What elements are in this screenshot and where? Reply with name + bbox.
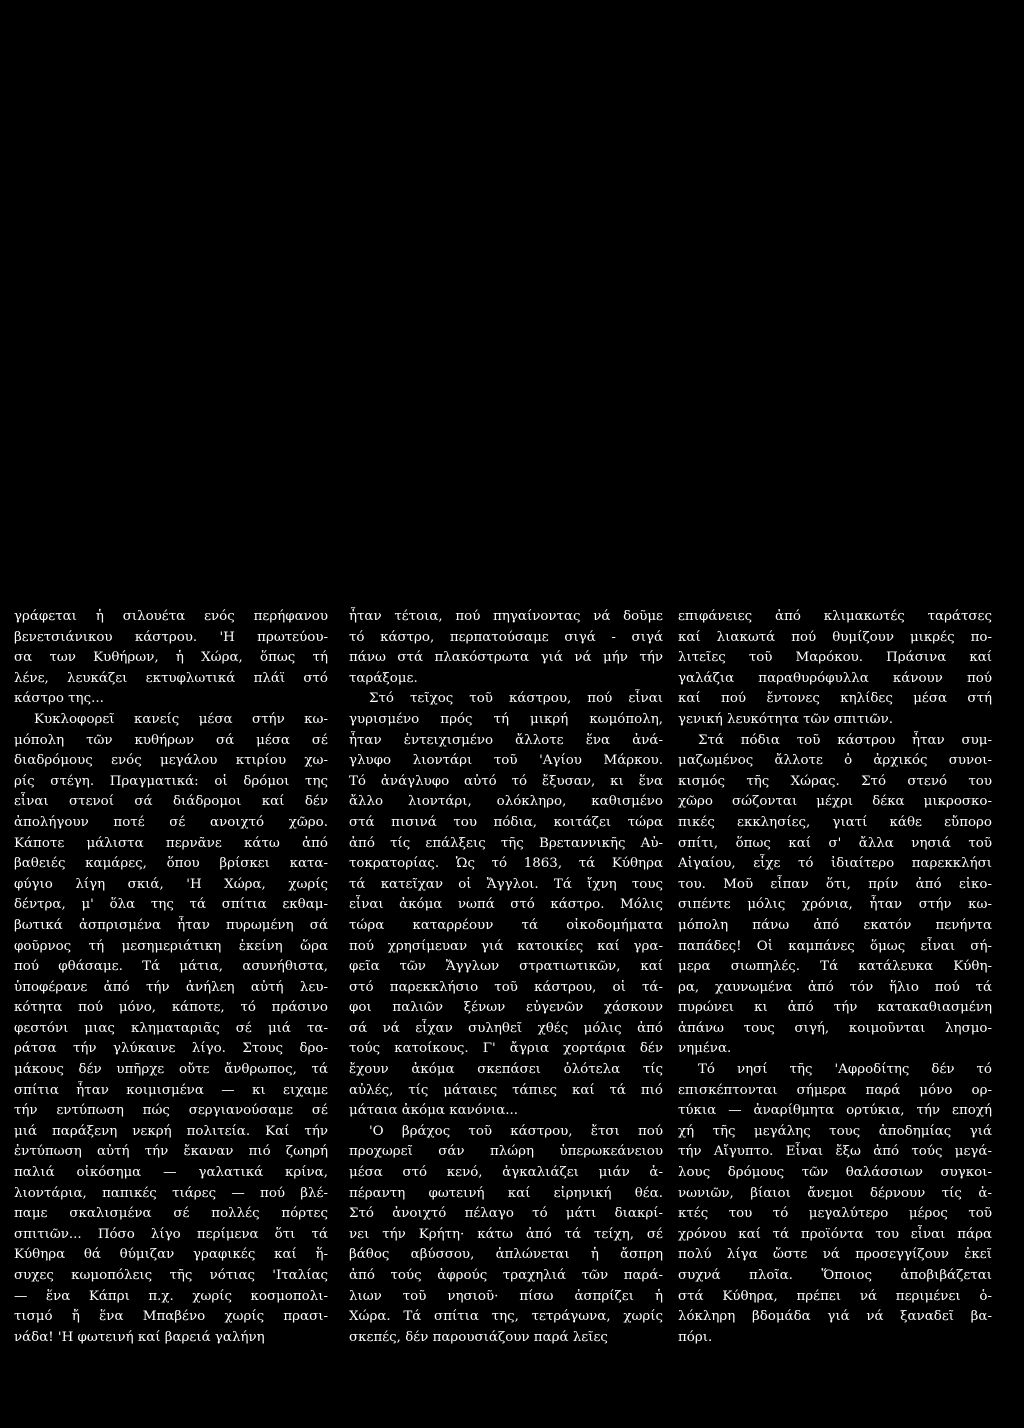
text-line: Τό νησί τῆς 'Αφροδίτης δέν τό	[698, 1062, 992, 1078]
text-line: Αἰγαίου, εἶχε τό ἰδιαίτερο παρεκκλήσι	[678, 856, 992, 872]
text-line: σπίτι, ὅπως καί σ' ἄλλα νησιά τοῦ	[678, 835, 992, 851]
text-line: ἀπολήγουν ποτέ σέ ανοιχτό χῶρο.	[14, 814, 328, 830]
text-line: πού φθάσαμε. Τά μάτια, ασυνήθιστα,	[14, 959, 328, 975]
text-line: κάστρο της...	[14, 691, 104, 707]
text-line: μόπολη πάνω ἀπό εκατόν πενήντα	[678, 917, 992, 933]
text-line: μέσα στό κενό, ἀγκαλιάζει μιάν ἀ-	[349, 1165, 663, 1181]
text-line: δέντρα, μ' ὅλα της τά σπίτια εκθαμ-	[14, 897, 328, 913]
text-line: Κυκλοφορεῖ κανείς μέσα στήν κω-	[34, 711, 328, 727]
text-line: Στό ἀνοιχτό πέλαγο τό μάτι διακρί-	[349, 1206, 663, 1222]
text-line: μερα σιωπηλές. Τά κατάλευκα Κύθη-	[678, 959, 992, 975]
text-line: παμε σκαλισμένα σέ πολλές πόρτες	[14, 1206, 328, 1222]
text-line: Χώρα. Τά σπίτια της, τετράγωνα, χωρίς	[349, 1309, 663, 1325]
text-line: ἦταν τέτοια, πού πηγαίνοντας νά δοῦμε	[349, 609, 663, 624]
text-line: νωνιῶν, βίαιοι ἄνεμοι δέρνουν τίς ἀ-	[678, 1185, 992, 1201]
text-line: Κύθηρα θά θύμιζαν γραφικές καί ἥ-	[14, 1247, 328, 1263]
text-line: ταράξομε.	[349, 670, 418, 686]
text-line: πικές εκκλησίες, γιατί κάθε εὔπορο	[678, 814, 992, 830]
text-line: Στά πόδια τοῦ κάστρου ἦταν συμ-	[698, 732, 992, 748]
text-line: Στό τεῖχος τοῦ κάστρου, πού εἶναι	[369, 691, 663, 707]
text-line: γράφεται ἡ σιλουέτα ενός περήφανου	[14, 609, 328, 624]
text-line: — ἕνα Κάπρι π.χ. χωρίς κοσμοπολι-	[14, 1288, 328, 1304]
text-line: τήν Αἴγυπτο. Εἶναι ἔξω ἀπό τούς μεγά-	[678, 1144, 992, 1160]
text-line: πάνω στά πλακόστρωτα γιά νά μήν τήν	[349, 650, 663, 666]
text-line: γενική λευκότητα τῶν σπιτιῶν.	[678, 711, 894, 727]
text-line: τήν εντύπωση πώς σεργιανούσαμε σέ	[14, 1103, 328, 1119]
text-line: συχνά πλοῖα. Ὅποιος ἀποβιβάζεται	[678, 1268, 992, 1283]
text-line: πολύ λίγα ὥστε νά προσεγγίζουν ἐκεῖ	[678, 1247, 992, 1263]
text-line: μόπολη τῶν κυθήρων σά μέσα σέ	[14, 732, 328, 748]
text-line: λιων τοῦ νησιοῦ· πίσω ἀσπρίζει ἡ	[349, 1288, 663, 1304]
text-line: βωτικά ἀσπρισμένα ἦταν πυρωμένη σά	[14, 917, 328, 933]
text-line: σα των Κυθήρων, ἡ Χώρα, ὅπως τή	[14, 650, 328, 666]
text-line: ἦταν ἐντειχισμένο ἄλλοτε ἕνα ἀνά-	[349, 732, 663, 748]
text-line: επισκέπτονται σήμερα παρά μόνο ορ-	[678, 1082, 992, 1098]
text-line: λιτεῖες τοῦ Μαρόκου. Πράσινα καί	[678, 650, 992, 666]
text-line: Κάποτε μάλιστα περνᾶνε κάτω ἀπό	[14, 835, 328, 851]
text-line: σπιτιῶν... Πόσο λίγο περίμενα ὅτι τά	[14, 1226, 328, 1242]
text-line: τώρα καταρρέουν τά οἰκοδομήματα	[349, 917, 663, 933]
text-line: καί λιακωτά πού θυμίζουν μικρές πο-	[678, 629, 992, 645]
text-line: νάδα! 'Η φωτεινή καί βαρειά γαλήνη	[14, 1329, 265, 1345]
text-line: γαλάζια παραθυρόφυλλα κάνουν πού	[678, 670, 992, 686]
text-line: ἔχουν ἀκόμα σκεπάσει ὁλότελα τίς	[349, 1062, 663, 1078]
text-line: διαδρόμους ενός μεγάλου κτιρίου χω-	[14, 753, 328, 769]
text-column-3	[678, 607, 992, 1348]
text-line: στά πισινά του πόδια, κοιτάζει τώρα	[349, 814, 663, 830]
text-line: ράτσα τήν γλύκαινε λίγο. Στους δρο-	[14, 1041, 328, 1057]
text-line: ἀπό τίς επάλξεις τῆς Βρεταννικῆς Αὐ-	[349, 835, 663, 851]
text-line: ἀπό τούς ἀφρούς τραχηλιά τῶν παρά-	[349, 1268, 663, 1283]
text-line: ρίς στέγη. Πραγματικά: οἱ δρόμοι της	[14, 773, 328, 789]
text-line: φεῖα τῶν Ἄγγλων στρατιωτικῶν, καί	[349, 959, 663, 975]
text-line: Τό ἀνάγλυφο αὐτό τό ἔξυσαν, κι ἕνα	[349, 773, 663, 789]
text-line: στά Κύθηρα, πρέπει νά περιμένει ὁ-	[678, 1288, 992, 1304]
text-line: βαθειές καμάρες, ὅπου βρίσκει κατα-	[14, 856, 328, 872]
text-line: πόρι.	[678, 1329, 713, 1345]
text-line: συχες κωμοπόλεις τῆς νότιας 'Ιταλίας	[14, 1268, 328, 1283]
text-line: νημένα.	[678, 1041, 732, 1057]
text-line: μαζωμένος ἄλλοτε ὁ ἀρχικός συνοι-	[678, 753, 992, 769]
text-line: φεστόνι μιας κληματαριᾶς σέ μιά τα-	[14, 1020, 328, 1036]
text-line: τά κατεῖχαν οἱ Ἄγγλοι. Τά ἴχνη τους	[349, 876, 663, 892]
text-line: 'Ο βράχος τοῦ κάστρου, ἔτσι πού	[369, 1123, 663, 1139]
text-line: παπάδες! Οἱ καμπάνες ὅμως εἶναι σή-	[678, 938, 992, 954]
article-columns	[0, 607, 1024, 1407]
text-line: γυρισμένο πρός τή μικρή κωμόπολη,	[349, 711, 663, 727]
text-line: αὐλές, τίς μάταιες τάπιες καί τά πιό	[349, 1082, 663, 1098]
text-line: κισμός τῆς Χώρας. Στό στενό του	[678, 773, 992, 789]
text-line: φοῦρνος τή μεσημεριάτικη ἐκείνη ὥρα	[14, 938, 328, 954]
text-line: τοκρατορίας. Ὡς τό 1863, τά Κύθηρα	[349, 856, 663, 872]
text-line: μάταια ἀκόμα κανόνια...	[349, 1103, 519, 1119]
text-line: πού χρησίμευαν γιά κατοικίες καί γρα-	[349, 938, 663, 954]
text-line: χῶρο σώζονται μέχρι δέκα μικροσκο-	[678, 794, 992, 810]
text-line: ἀπάνω τους σιγή, κοιμοῦνται λησμο-	[678, 1020, 992, 1036]
text-line: φύγιο λίγη σκιά, 'Η Χώρα, χωρίς	[14, 876, 328, 892]
text-line: εἶναι ἀκόμα νωπά στό κάστρο. Μόλις	[349, 897, 663, 913]
text-line: λους δρόμους τῶν θαλάσσιων συγκοι-	[678, 1165, 992, 1181]
text-line: λένε, λευκάζει εκτυφλωτικά πλάϊ στό	[14, 670, 328, 686]
text-line: ἐντύπωση αὐτή τήν ἔκαναν πιό ζωηρή	[14, 1144, 328, 1160]
text-line: πέραντη φωτεινή καί εἰρηνική θέα.	[349, 1185, 663, 1201]
text-line: βενετσιάνικου κάστρου. 'Η πρωτεύου-	[14, 629, 328, 645]
text-column-1	[14, 607, 328, 1348]
text-line: τό κάστρο, περπατούσαμε σιγά - σιγά	[349, 629, 663, 645]
text-line: χή τῆς μεγάλης τους ἀποδημίας γιά	[678, 1123, 992, 1139]
text-line: ὑποφέρανε ἀπό τήν ἀνήλεη αὐτή λευ-	[14, 979, 328, 995]
text-column-2	[349, 607, 663, 1348]
photo-area	[0, 0, 1024, 600]
text-line: καί πού ἔντονες κηλίδες μέσα στή	[678, 691, 992, 707]
text-line: επιφάνειες ἀπό κλιμακωτές ταράτσες	[678, 609, 992, 624]
text-line: λιοντάρια, παπικές τιάρες — πού βλέ-	[14, 1185, 328, 1201]
text-line: μιά παράξενη νεκρή πολιτεία. Καί τήν	[14, 1123, 328, 1139]
text-line: χρόνου καί τά προϊόντα του εἶναι πάρα	[678, 1226, 992, 1242]
text-line: του. Μοῦ εἶπαν ὅτι, πρίν ἀπό εἰκο-	[678, 876, 992, 892]
text-line: σιπέντε μόλις χρόνια, ἦταν στήν κω-	[678, 897, 992, 913]
text-line: κότητα πού μόνο, κάποτε, τό πράσινο	[14, 1000, 328, 1016]
text-line: ρα, χαυνωμένα ἀπό τόν ἥλιο πού τά	[678, 979, 992, 995]
text-line: βάθος αβύσσου, ἁπλώνεται ἡ ἄσπρη	[349, 1247, 663, 1263]
text-line: εἶναι στενοί σά διάδρομοι καί δέν	[14, 794, 328, 810]
text-line: στό παρεκκλήσιο τοῦ κάστρου, οἱ τά-	[349, 979, 663, 995]
text-line: τούς κατοίκους. Γ' ἄγρια χορτάρια δέν	[349, 1041, 663, 1057]
text-line: πυρώνει κι ἀπό τήν κατακαθιασμένη	[678, 1000, 992, 1016]
text-line: προχωρεῖ σάν πλώρη ὑπερωκεάνειου	[349, 1144, 663, 1160]
text-line: τισμό ἤ ἕνα Μπαβένο χωρίς πρασι-	[14, 1309, 328, 1325]
text-line: ἄλλο λιοντάρι, ολόκληρο, καθισμένο	[349, 794, 663, 810]
text-line: παλιά οἰκόσημα — γαλατικά κρίνα,	[14, 1165, 328, 1181]
text-line: σπίτια ἦταν κοιμισμένα — κι ειχαμε	[14, 1082, 328, 1098]
text-line: τύκια — ἀναρίθμητα ορτύκια, τήν εποχή	[678, 1103, 992, 1119]
text-line: φοι παλιῶν ξένων εὐγενῶν χάσκουν	[349, 1000, 663, 1016]
text-line: λόκληρη βδομάδα γιά νά ξαναδεῖ βα-	[678, 1309, 992, 1325]
text-line: νει τήν Κρήτη· κάτω ἀπό τά τείχη, σέ	[349, 1226, 663, 1242]
text-line: κτές του τό μεγαλύτερο μέρος τοῦ	[678, 1206, 992, 1222]
text-line: σά νά εἶχαν συληθεῖ χθές μόλις ἀπό	[349, 1020, 663, 1036]
text-line: σκεπές, δέν παρουσιάζουν παρά λεῖες	[349, 1329, 608, 1345]
text-line: μάκους δέν υπῆρχε οὔτε ἄνθρωπος, τά	[14, 1062, 328, 1078]
text-line: γλυφο λιοντάρι τοῦ 'Αγίου Μάρκου.	[349, 753, 663, 769]
